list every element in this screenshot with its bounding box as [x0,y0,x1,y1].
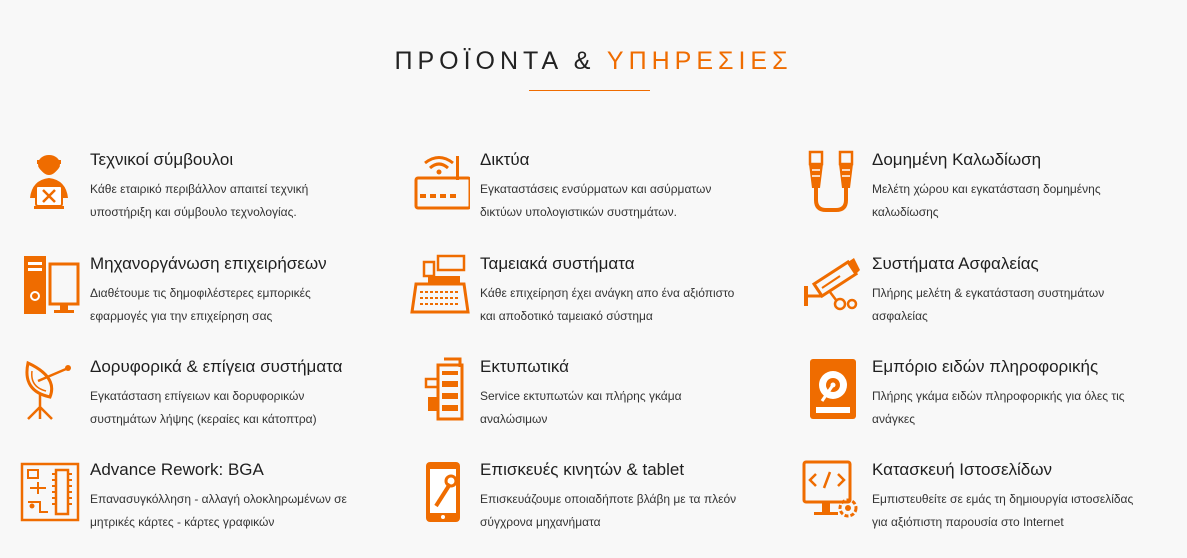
service-networks [408,150,748,230]
description-line: Εγκαταστάσεις ενσύρματων και ασύρματων [480,182,712,196]
description-line: Εμπιστευθείτε σε εμάς τη δημιουργία ιστοσελίδας [872,492,1134,506]
service-web-development [800,460,1140,540]
description-line: ανάγκες [872,412,916,426]
description-line: μητρικές κάρτες - κάρτες γραφικών [90,515,275,529]
cash-register-icon [408,254,470,318]
security-camera-icon [800,254,862,318]
service-description [480,488,765,534]
description-line: δικτύων υπολογιστικών συστημάτων. [480,205,677,219]
phone-repair-icon [408,460,470,524]
description-line: σύγχρονα μηχανήματα [480,515,601,529]
description-line: Μελέτη χώρου και εγκατάσταση δομημένης [872,182,1101,196]
service-title: Εμπόριο ειδών πληροφορικής [872,357,1099,376]
heading-part-accent: ΥΠΗΡΕΣΙΕΣ [606,46,793,75]
service-description [872,385,1157,431]
description-line: Κάθε επιχείρηση έχει ανάγκη απο ένα αξιόπιστο [480,286,735,300]
technician-icon [18,150,80,214]
description-line: εφαρμογές για την επιχείρηση σας [90,309,273,323]
service-title: Δορυφορικά & επίγεια συστήματα [90,357,343,376]
description-line: Πλήρης μελέτη & εγκατάσταση συστημάτων [872,286,1105,300]
description-line: Πλήρης γκάμα ειδών πληροφορικής για όλες τις [872,389,1125,403]
description-line: συστημάτων λήψης (κεραίες και κάτοπτρα) [90,412,317,426]
router-icon [408,150,470,214]
service-satellite-systems [18,357,358,437]
service-security-systems [800,254,1140,334]
service-description [90,282,375,328]
description-line: Διαθέτουμε τις δημοφιλέστερες εμπορικές [90,286,311,300]
description-line: για αξιόπιστη παρουσία στο Internet [872,515,1064,529]
description-line: Επισκευάζουμε οποιαδήποτε βλάβη με τα πλεόν [480,492,737,506]
web-development-icon [800,460,862,524]
service-title: Κατασκευή Ιστοσελίδων [872,460,1053,479]
service-description [480,282,765,328]
service-title: Δομημένη Καλωδίωση [872,150,1042,169]
satellite-dish-icon [18,357,80,421]
service-title: Συστήματα Ασφαλείας [872,254,1039,273]
service-mobile-repairs [408,460,748,540]
service-structured-cabling [800,150,1140,230]
service-business-computerization [18,254,358,334]
heading-divider [529,90,650,91]
description-line: καλωδίωσης [872,205,939,219]
service-printers [408,357,748,437]
service-title: Advance Rework: BGA [90,460,264,479]
heading-part-dark: ΠΡΟΪΟΝΤΑ & [394,46,607,75]
service-description [90,178,375,224]
desktop-computer-icon [18,254,80,318]
section-heading [0,47,1187,76]
service-bga-rework [18,460,358,540]
description-line: Εγκατάσταση επίγειων και δορυφορικών [90,389,305,403]
cable-icon [800,150,862,214]
description-line: και αποδοτικό ταμειακό σύστημα [480,309,653,323]
service-title: Εκτυπωτικά [480,357,569,376]
service-title: Τεχνικοί σύμβουλοι [90,150,234,169]
description-line: αναλώσιμων [480,412,548,426]
service-description [872,178,1157,224]
service-title: Ταμειακά συστήματα [480,254,635,273]
description-line: υποστήριξη και σύμβουλο τεχνολογίας. [90,205,297,219]
service-description [872,282,1157,328]
hard-drive-icon [800,357,862,421]
service-it-store [800,357,1140,437]
service-description [90,385,375,431]
service-title: Δικτύα [480,150,530,169]
description-line: Κάθε εταιρικό περιβάλλον απαιτεί τεχνική [90,182,309,196]
circuit-board-icon [18,460,80,524]
service-cash-registers [408,254,748,334]
service-title: Μηχανοργάνωση επιχειρήσεων [90,254,327,273]
description-line: Επανασυγκόλληση - αλλαγή ολοκληρωμένων σε [90,492,347,506]
service-description [480,178,765,224]
service-description [872,488,1157,534]
printer-icon [408,357,470,421]
description-line: Service εκτυπωτών και πλήρης γκάμα [480,389,682,403]
service-technical-consultants [18,150,358,230]
service-description [480,385,765,431]
service-description [90,488,375,534]
description-line: ασφαλείας [872,309,928,323]
service-title: Επισκευές κινητών & tablet [480,460,685,479]
